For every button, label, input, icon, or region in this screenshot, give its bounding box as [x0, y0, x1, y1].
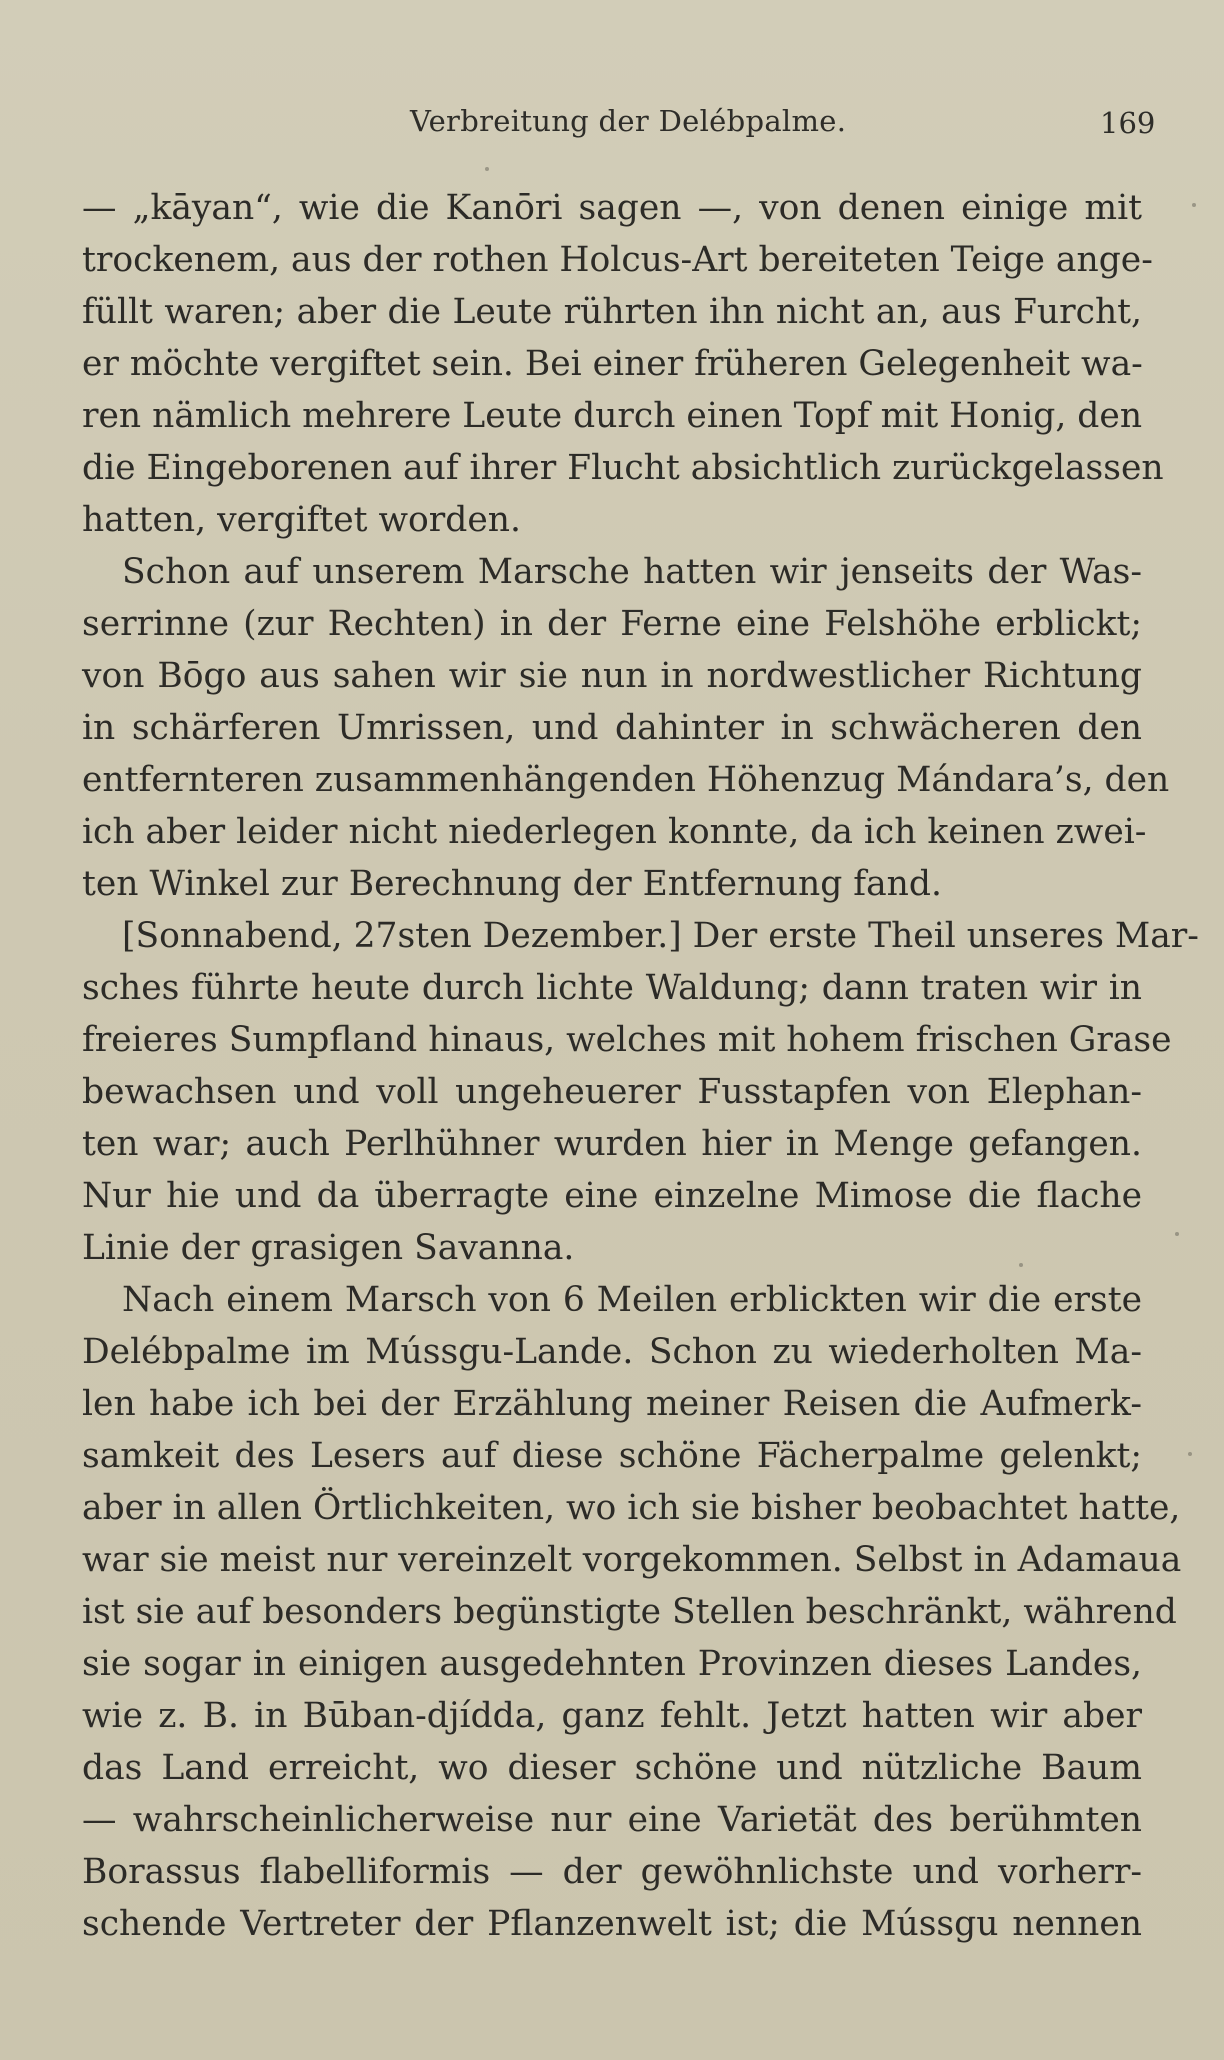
text-line: bewachsen und voll ungeheuerer Fusstapfen von Elephan-	[82, 1072, 1142, 1112]
text-line: sches führte heute durch lichte Waldung; dann traten wir in	[82, 968, 1142, 1008]
text-line: samkeit des Lesers auf diese schöne Fächerpalme gelenkt;	[82, 1436, 1142, 1476]
text-line: aber in allen Örtlichkeiten, wo ich sie bisher beobachtet hatte,	[82, 1488, 1181, 1528]
text-line: ist sie auf besonders begünstigte Stellen beschränkt, während	[82, 1592, 1177, 1632]
text-line: entfernteren zusammenhängenden Höhenzug Mándara’s, den	[82, 760, 1170, 800]
text-line: — „kāyan“, wie die Kanōri sagen —, von denen einige mit	[82, 188, 1142, 228]
text-line: serrinne (zur Rechten) in der Ferne eine Felshöhe erblickt;	[82, 604, 1142, 644]
text-line: Borassus flabelliformis — der gewöhnlichste und vorherr-	[82, 1852, 1142, 1892]
body-text	[82, 182, 1199, 1950]
text-line: [Sonnabend, 27sten Dezember.] Der erste Theil unseres Mar-	[122, 916, 1199, 956]
text-line: Nach einem Marsch von 6 Meilen erblickten wir die erste	[122, 1280, 1142, 1320]
text-line: von Bōgo aus sahen wir sie nun in nordwestlicher Richtung	[82, 656, 1142, 696]
paper-speck	[1188, 1452, 1192, 1456]
text-line: Delébpalme im Mússgu-Lande. Schon zu wiederholten Ma-	[82, 1332, 1142, 1372]
paper-speck	[1175, 1232, 1179, 1236]
paper-speck	[1192, 203, 1196, 207]
text-line: ren nämlich mehrere Leute durch einen Topf mit Honig, den	[82, 396, 1143, 436]
text-line: Nur hie und da überragte eine einzelne Mimose die flache	[82, 1176, 1142, 1216]
text-line: Linie der grasigen Savanna.	[82, 1228, 575, 1268]
text-line: freieres Sumpfland hinaus, welches mit hohem frischen Grase	[82, 1020, 1172, 1060]
text-line: sie sogar in einigen ausgedehnten Provinzen dieses Landes,	[82, 1644, 1142, 1684]
text-line: len habe ich bei der Erzählung meiner Reisen die Aufmerk-	[82, 1384, 1142, 1424]
text-line: wie z. B. in Būban-djídda, ganz fehlt. Jetzt hatten wir aber	[82, 1696, 1142, 1736]
paper-speck	[485, 167, 489, 171]
text-line: die Eingeborenen auf ihrer Flucht absichtlich zurückgelassen	[82, 448, 1164, 488]
text-line: war sie meist nur vereinzelt vorgekommen. Selbst in Adamaua	[82, 1540, 1182, 1580]
text-line: in schärferen Umrissen, und dahinter in schwächeren den	[82, 708, 1142, 748]
text-line: er möchte vergiftet sein. Bei einer früheren Gelegenheit wa-	[82, 344, 1143, 384]
text-line: hatten, vergiftet worden.	[82, 500, 521, 540]
text-line: trockenem, aus der rothen Holcus-Art bereiteten Teige ange-	[82, 240, 1153, 280]
text-line: ich aber leider nicht niederlegen konnte, da ich keinen zwei-	[82, 812, 1147, 852]
text-line: — wahrscheinlicherweise nur eine Varietät des berühmten	[82, 1800, 1142, 1840]
text-line: Schon auf unserem Marsche hatten wir jenseits der Was-	[122, 552, 1142, 592]
text-line: füllt waren; aber die Leute rührten ihn nicht an, aus Furcht,	[82, 292, 1142, 332]
text-line: das Land erreicht, wo dieser schöne und nützliche Baum	[82, 1748, 1142, 1788]
text-line: schende Vertreter der Pflanzenwelt ist; die Mússgu nennen	[82, 1904, 1142, 1944]
text-line: ten Winkel zur Berechnung der Entfernung fand.	[82, 864, 942, 904]
running-title: Verbreitung der Delébpalme.	[410, 104, 847, 138]
text-line: ten war; auch Perlhühner wurden hier in Menge gefangen.	[82, 1124, 1142, 1164]
paper-speck	[1019, 1263, 1023, 1267]
page-header	[0, 104, 1224, 154]
page-number: 169	[1100, 106, 1156, 140]
